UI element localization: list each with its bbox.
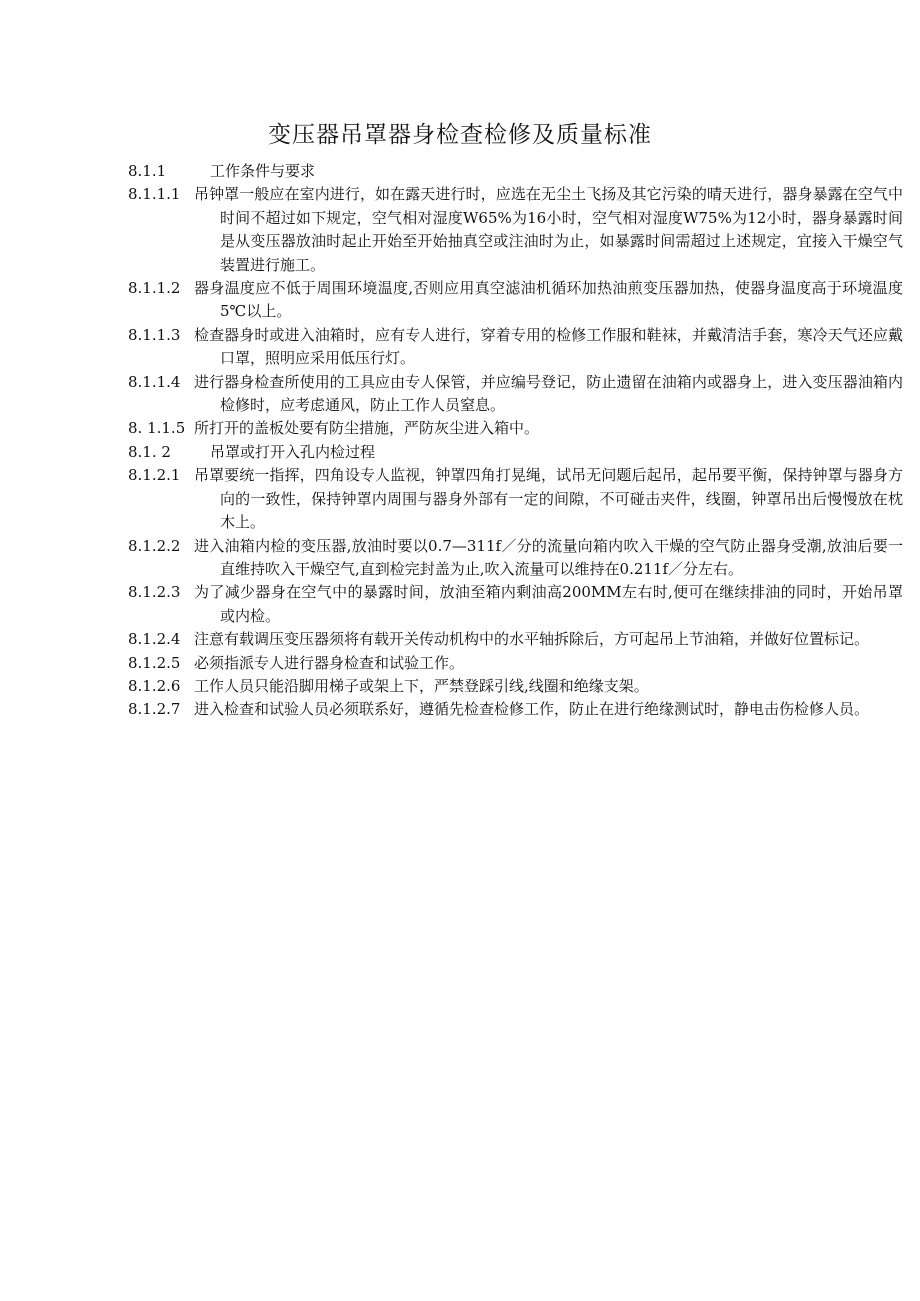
- item-text: 工作人员只能沿脚用梯子或架上下，严禁登踩引线,线圈和绝缘支架。: [194, 676, 649, 695]
- item-text: 检查器身时或进入油箱时，应有专人进行，穿着专用的检修工作服和鞋袜，并戴清洁手套，寒冷天气还应戴口罩，照明应采用低压行灯。: [194, 325, 903, 368]
- clause-item: [128, 675, 903, 698]
- item-number: 8.1.2.7: [128, 700, 181, 719]
- item-text: 所打开的盖板处要有防尘措施，严防灰尘进入箱中。: [194, 419, 540, 438]
- clause-item: [128, 464, 903, 534]
- item-number: 8.1.2.1: [128, 466, 181, 485]
- clause-item: [128, 277, 903, 324]
- item-text: 进入检查和试验人员必须联系好，遵循先检查检修工作，防止在进行绝缘测试时，静电击伤检修人员。: [194, 700, 870, 719]
- clause-item: [128, 371, 903, 418]
- item-number: 8.1.1.4: [128, 372, 181, 391]
- item-number: 8.1.2.2: [128, 536, 181, 555]
- item-number: 8.1.1: [128, 162, 167, 180]
- item-text: 吊罩要统一指挥，四角设专人监视，钟罩四角打晃绳，试吊无问题后起吊，起吊要平衡，保持钟罩与器身方向的一致性，保持钟罩内周围与器身外部有一定的间隙，不可碰击夹件，线圈，钟罩吊出后慢慢放在枕木上。: [194, 466, 903, 532]
- document-title: 变压器吊罩器身检查检修及质量标准: [268, 122, 652, 148]
- item-number: 8.1.2.6: [128, 676, 181, 695]
- item-number: 8.1.1.3: [128, 325, 181, 344]
- section-heading: [128, 441, 903, 464]
- clause-item: [128, 698, 903, 721]
- item-text: 为了减少器身在空气中的暴露时间，放油至箱内剩油高200MM左右时,便可在继续排油的同时，开始吊罩或内检。: [194, 583, 903, 625]
- document-body: [128, 160, 903, 722]
- clause-item: [128, 581, 903, 628]
- item-text: 注意有载调压变压器须将有载开关传动机构中的水平轴拆除后，方可起吊上节油箱，并做好位置标记。: [194, 630, 870, 649]
- item-text: 进入油箱内检的变压器,放油时要以0.7—311f／分的流量向箱内吹入干燥的空气防止器身受潮,放油后要一直维持吹入干燥空气,直到检完封盖为止,吹入流量可以维持在0.211f／分左右。: [194, 536, 903, 578]
- clause-item: [128, 535, 903, 582]
- section-heading: [128, 160, 903, 183]
- clause-item: [128, 628, 903, 651]
- item-number: 8. 1.1.5: [128, 419, 186, 438]
- clause-item: [128, 652, 903, 675]
- item-text: 进行器身检查所使用的工具应由专人保管，并应编号登记，防止遗留在油箱内或器身上，进入变压器油箱内检修时，应考虑通风，防止工作人员窒息。: [194, 372, 903, 415]
- item-number: 8.1.1.2: [128, 279, 181, 298]
- item-number: 8.1.1.1: [128, 185, 181, 204]
- item-text: 必须指派专人进行器身检查和试验工作。: [194, 653, 465, 672]
- item-number: 8.1.2.4: [128, 630, 181, 649]
- item-text: 吊罩或打开入孔内检过程: [210, 442, 376, 461]
- item-number: 8.1.2.5: [128, 653, 181, 672]
- clause-item: [128, 417, 903, 440]
- clause-item: [128, 324, 903, 371]
- item-number: 8.1. 2: [128, 442, 171, 461]
- item-text: 工作条件与要求: [210, 162, 316, 180]
- item-number: 8.1.2.3: [128, 583, 181, 602]
- item-text: 器身温度应不低于周围环境温度,否则应用真空滤油机循环加热油煎变压器加热，使器身温度高于环境温度5℃以上。: [194, 279, 903, 321]
- clause-item: [128, 183, 903, 277]
- item-text: 吊钟罩一般应在室内进行，如在露天进行时，应选在无尘土飞扬及其它污染的晴天进行，器身暴露在空气中时间不超过如下规定，空气相对湿度W65%为16小时，空气相对湿度W75%为12小时，器身暴露时间是从变压器放油时起止开始至开始抽真空或注油时为止，如暴露时间需超过上述规定，宜接入干燥空气装置进行施工。: [194, 185, 903, 274]
